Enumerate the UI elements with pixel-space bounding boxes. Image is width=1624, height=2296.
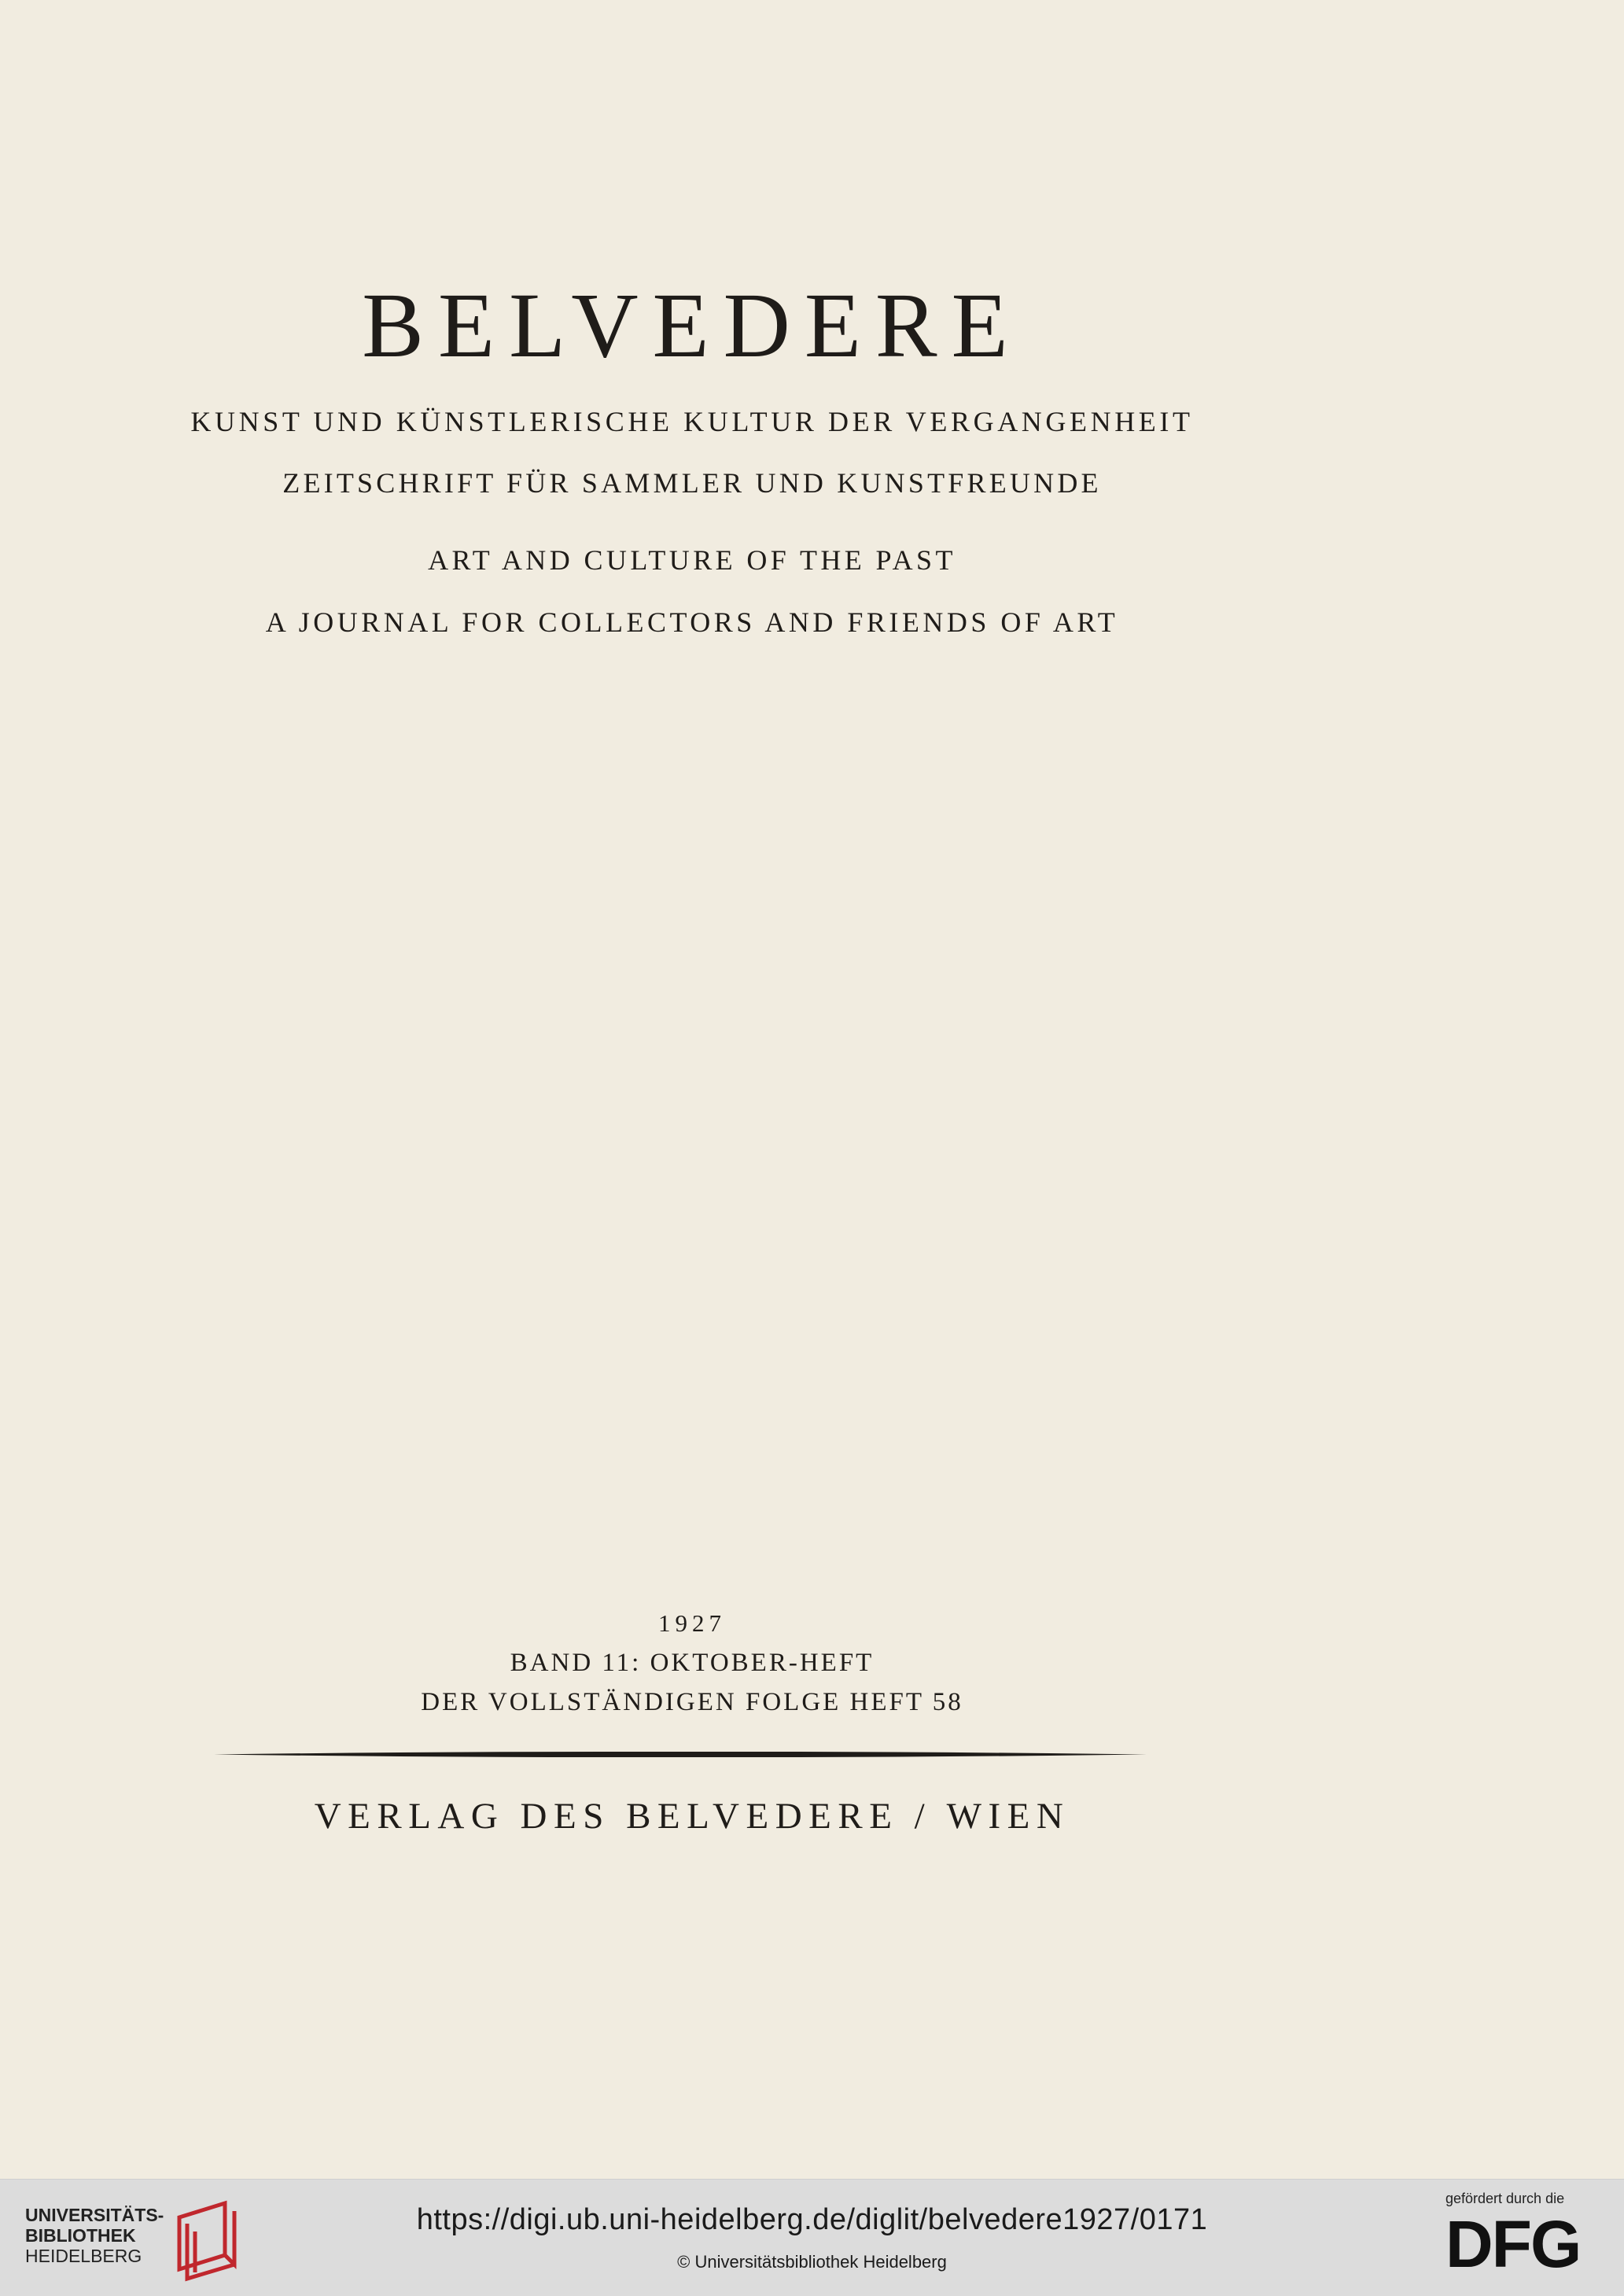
library-name-line-1: UNIVERSITÄTS- [25,2205,164,2225]
library-name-line-2: BIBLIOTHEK [25,2225,136,2246]
library-name-line-3: HEIDELBERG [25,2246,142,2266]
issue-volume: BAND 11: OKTOBER-HEFT [510,1649,875,1677]
copyright-notice: © Universitätsbibliothek Heidelberg [677,2252,947,2272]
viewer-footer [0,2179,1624,2296]
journal-title: BELVEDERE [362,274,1022,377]
funding-caption: gefördert durch die [1445,2191,1565,2206]
subtitle-german-2: ZEITSCHRIFT FÜR SAMMLER UND KUNSTFREUNDE [282,467,1102,499]
issue-year: 1927 [658,1609,726,1637]
ornamental-rule [214,1751,1147,1758]
publisher-line: VERLAG DES BELVEDERE / WIEN [314,1796,1070,1837]
subtitle-german-1: KUNST UND KÜNSTLERISCHE KULTUR DER VERGANGENHEIT [190,406,1194,437]
dfg-logo: DFG [1445,2207,1581,2281]
issue-sequence: DER VOLLSTÄNDIGEN FOLGE HEFT 58 [421,1688,963,1716]
funder-block[interactable] [1439,2191,1604,2285]
subtitle-english-1: ART AND CULTURE OF THE PAST [428,544,956,576]
subtitle-english-2: A JOURNAL FOR COLLECTORS AND FRIENDS OF ART [265,606,1119,638]
permalink-url[interactable]: https://digi.ub.uni-heidelberg.de/diglit/belvedere1927/0171 [416,2203,1208,2236]
